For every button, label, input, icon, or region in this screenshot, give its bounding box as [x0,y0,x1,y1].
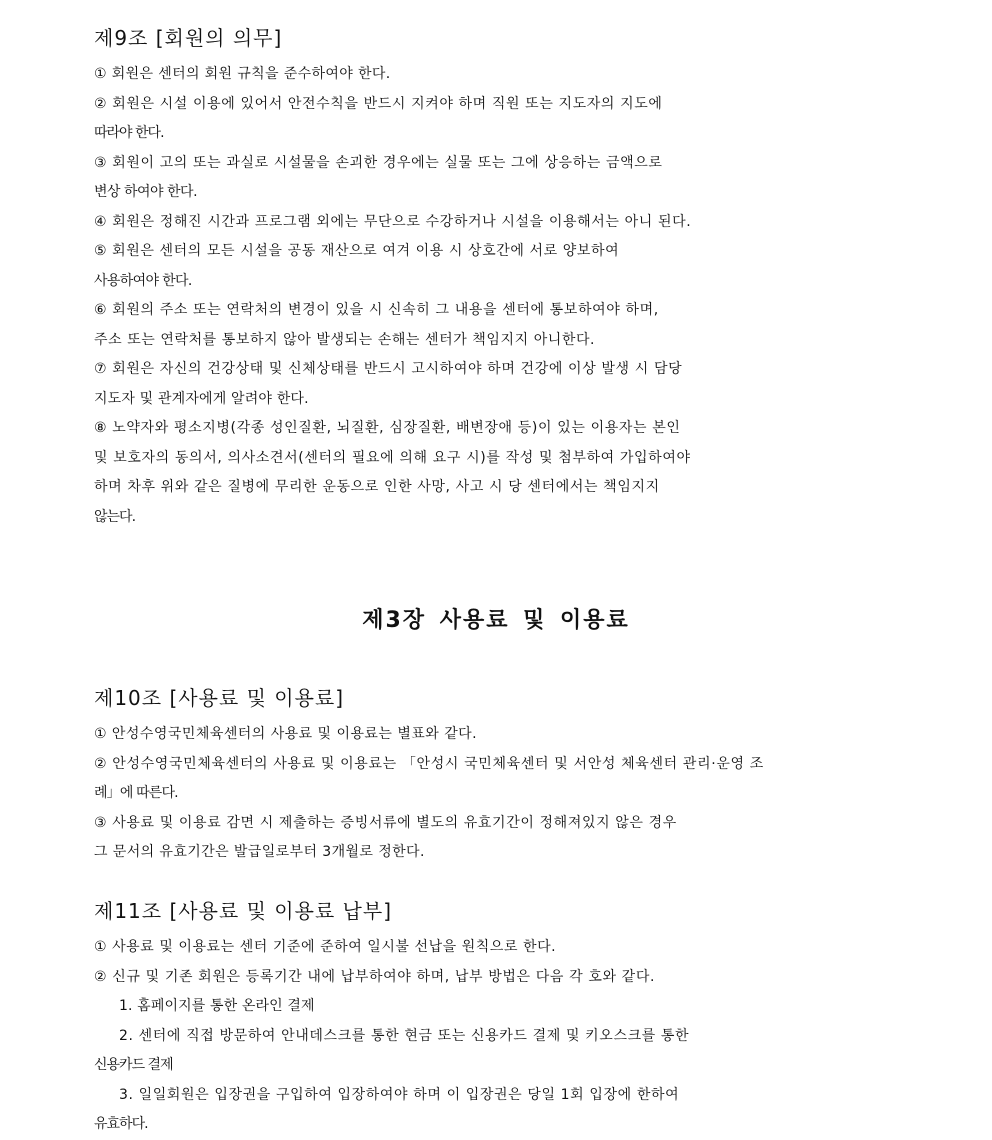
article-10-body [94,720,914,868]
article-9-line: ⑤ 회원은 센터의 모든 시설을 공동 재산으로 여겨 이용 시 상호간에 서로 양보하여 [94,243,620,259]
article-9-line: 않는다. [94,508,136,525]
article-11-line: 유효하다. [94,1116,148,1132]
article-10-line: 그 문서의 유효기간은 발급일로부터 3개월로 정한다. [94,844,425,860]
article-11-subitem: 2. 센터에 직접 방문하여 안내데스크를 통한 현금 또는 신용카드 결제 및 키오스크를 통한 [119,1027,690,1044]
article-11-subitem: 3. 일일회원은 입장권을 구입하여 입장하여야 하며 이 입장권은 당일 1회 입장에 한하여 [119,1086,680,1103]
article-9-line: ⑦ 회원은 자신의 건강상태 및 신체상태를 반드시 고시하여야 하며 건강에 이상 발생 시 담당 [94,361,683,377]
article-11-heading: 제11조 [사용료 및 이용료 납부] [94,899,393,923]
article-9-line: 사용하여야 한다. [94,272,192,289]
article-9-line: ⑥ 회원의 주소 또는 연락처의 변경이 있을 시 신속히 그 내용을 센터에 통보하여야 하며, [94,302,659,318]
article-10-line: ① 안성수영국민체육센터의 사용료 및 이용료는 별표와 같다. [94,726,478,742]
article-9-line: 지도자 및 관계자에게 알려야 한다. [94,390,309,407]
article-11-body [94,933,914,1140]
article-11 [94,897,914,1140]
article-10-line: ② 안성수영국민체육센터의 사용료 및 이용료는 「안성시 국민체육센터 및 서안성 체육센터 관리·운영 조 [94,755,764,772]
article-9-body [94,60,914,532]
article-10-line: ③ 사용료 및 이용료 감면 시 제출하는 증빙서류에 별도의 유효기간이 정해져있지 않은 경우 [94,814,677,831]
article-10-line: 례」에 따른다. [94,785,178,801]
article-9-line: ③ 회원이 고의 또는 과실로 시설물을 손괴한 경우에는 실물 또는 그에 상응하는 금액으로 [94,154,663,171]
article-11-line: ② 신규 및 기존 회원은 등록기간 내에 납부하여야 하며, 납부 방법은 다음 각 호와 같다. [94,968,656,985]
article-9-line: ⑧ 노약자와 평소지병(각종 성인질환, 뇌질환, 심장질환, 배변장애 등)이 있는 이용자는 본인 [94,420,681,436]
article-11-line: 신용카드 결제 [94,1057,173,1073]
article-10 [94,684,914,868]
article-9-line: 및 보호자의 동의서, 의사소견서(센터의 필요에 의해 요구 시)를 작성 및 첨부하여 가입하여야 [94,449,691,466]
article-11-subitem: 1. 홈페이지를 통한 온라인 결제 [119,998,315,1014]
article-11-line: ① 사용료 및 이용료는 센터 기준에 준하여 일시불 선납을 원칙으로 한다. [94,939,557,955]
article-9-line: 하며 차후 위와 같은 질병에 무리한 운동으로 인한 사망, 사고 시 당 센터에서는 책임지지 [94,479,660,495]
article-9-heading: 제9조 [회원의 의무] [94,26,283,50]
chapter-3-title: 제3장 사용료 및 이용료 [362,608,630,633]
article-9-line: 따라야 한다. [94,125,164,141]
article-9-line: ② 회원은 시설 이용에 있어서 안전수칙을 반드시 지켜야 하며 직원 또는 지도자의 지도에 [94,95,663,112]
article-9-line: ① 회원은 센터의 회원 규칙을 준수하여야 한다. [94,66,391,82]
article-9-line: 주소 또는 연락처를 통보하지 않아 발생되는 손해는 센터가 책임지지 아니한다. [94,331,596,348]
article-9-line: 변상 하여야 한다. [94,184,198,200]
article-9-line: ④ 회원은 정해진 시간과 프로그램 외에는 무단으로 수강하거나 시설을 이용해서는 아니 된다. [94,213,692,230]
article-9 [94,24,914,532]
article-10-heading: 제10조 [사용료 및 이용료] [94,686,345,710]
